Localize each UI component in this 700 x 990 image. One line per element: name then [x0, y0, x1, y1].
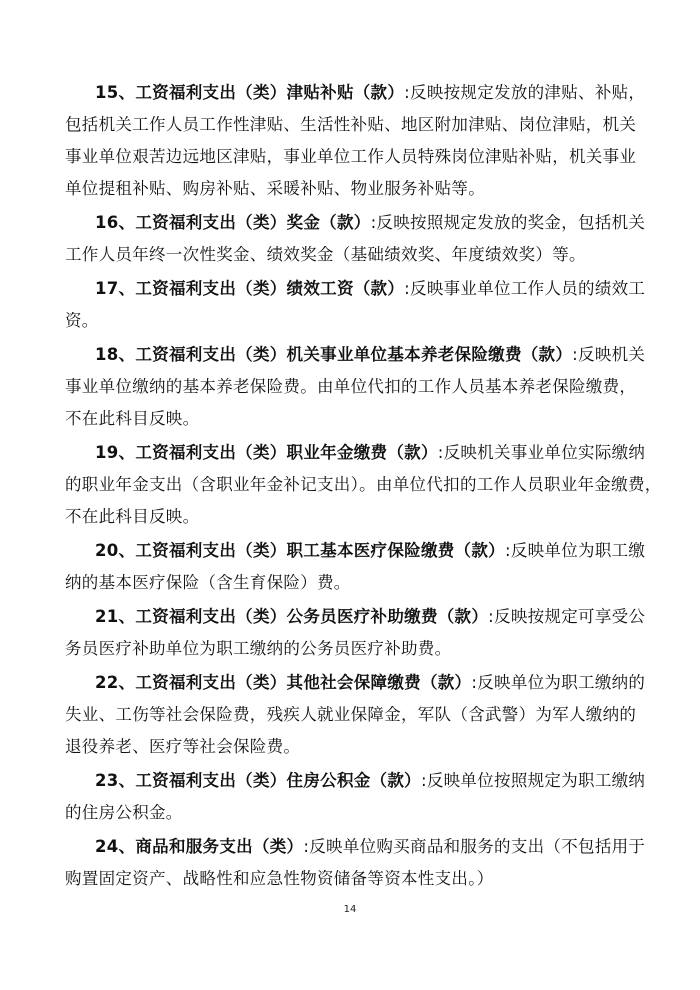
paragraph-first-line	[95, 442, 645, 464]
paragraph-line: 包括机关工作人员工作性津贴、生活性补贴、地区附加津贴、岗位津贴，机关	[65, 115, 637, 134]
paragraph-line: 单位提租补贴、购房补贴、采暖补贴、物业服务补贴等。	[65, 179, 485, 198]
item-text: :反映单位购买商品和服务的支出（不包括用于	[303, 837, 646, 856]
item-heading: 16、工资福利支出（类）奖金（款）	[95, 213, 371, 232]
paragraph-line: 的住房公积金。	[65, 803, 183, 822]
paragraph-line: 的职业年金支出（含职业年金补记支出）。由单位代扣的工作人员职业年金缴费，	[65, 475, 662, 494]
item-text: :反映单位为职工缴	[504, 541, 646, 560]
item-heading: 21、工资福利支出（类）公务员医疗补助缴费（款）	[95, 607, 489, 626]
item-heading: 20、工资福利支出（类）职工基本医疗保险缴费（款）	[95, 541, 505, 560]
paragraph-line: 务员医疗补助单位为职工缴纳的公务员医疗补助费。	[65, 639, 452, 658]
page-number: 14	[343, 904, 357, 915]
item-text: :反映按规定发放的津贴、补贴，	[404, 83, 646, 102]
item-text: :反映按照规定发放的奖金，包括机关	[370, 213, 646, 232]
item-text: :反映单位为职工缴纳的	[471, 673, 646, 692]
paragraph-first-line	[95, 672, 645, 694]
paragraph-line: 购置固定资产、战略性和应急性物资储备等资本性支出。）	[65, 869, 494, 888]
item-heading: 22、工资福利支出（类）其他社会保障缴费（款）	[95, 673, 472, 692]
item-heading: 24、商品和服务支出（类）	[95, 837, 304, 856]
paragraph-first-line	[95, 344, 645, 366]
paragraph-line: 不在此科目反映。	[65, 409, 200, 428]
item-text: :反映单位按照规定为职工缴纳	[420, 771, 646, 790]
paragraph-line: 事业单位艰苦边远地区津贴，事业单位工作人员特殊岗位津贴补贴，机关事业	[65, 147, 637, 166]
paragraph-line: 事业单位缴纳的基本养老保险费。由单位代扣的工作人员基本养老保险缴费，	[65, 377, 637, 396]
item-text: :反映机关事业单位实际缴纳	[437, 443, 646, 462]
paragraph-line: 失业、工伤等社会保险费，残疾人就业保障金，军队（含武警）为军人缴纳的	[65, 705, 637, 724]
item-text: :反映机关	[572, 345, 646, 364]
item-text: :反映事业单位工作人员的绩效工	[404, 279, 646, 298]
item-heading: 15、工资福利支出（类）津贴补贴（款）	[95, 83, 405, 102]
paragraph-first-line	[95, 212, 645, 234]
paragraph-first-line	[95, 836, 645, 858]
item-heading: 17、工资福利支出（类）绩效工资（款）	[95, 279, 405, 298]
item-heading: 19、工资福利支出（类）职业年金缴费（款）	[95, 443, 438, 462]
paragraph-line: 资。	[65, 311, 99, 330]
paragraph-line: 纳的基本医疗保险（含生育保险）费。	[65, 573, 351, 592]
paragraph-line: 退役养老、医疗等社会保险费。	[65, 737, 301, 756]
paragraph-first-line	[95, 540, 645, 562]
paragraph-first-line	[95, 606, 645, 628]
paragraph-first-line	[95, 770, 645, 792]
item-heading: 23、工资福利支出（类）住房公积金（款）	[95, 771, 421, 790]
paragraph-line: 工作人员年终一次性奖金、绩效奖金（基础绩效奖、年度绩效奖）等。	[65, 245, 586, 264]
item-text: :反映按规定可享受公	[488, 607, 646, 626]
paragraph-first-line	[95, 82, 645, 104]
paragraph-line: 不在此科目反映。	[65, 507, 200, 526]
item-heading: 18、工资福利支出（类）机关事业单位基本养老保险缴费（款）	[95, 345, 573, 364]
paragraph-first-line	[95, 278, 645, 300]
